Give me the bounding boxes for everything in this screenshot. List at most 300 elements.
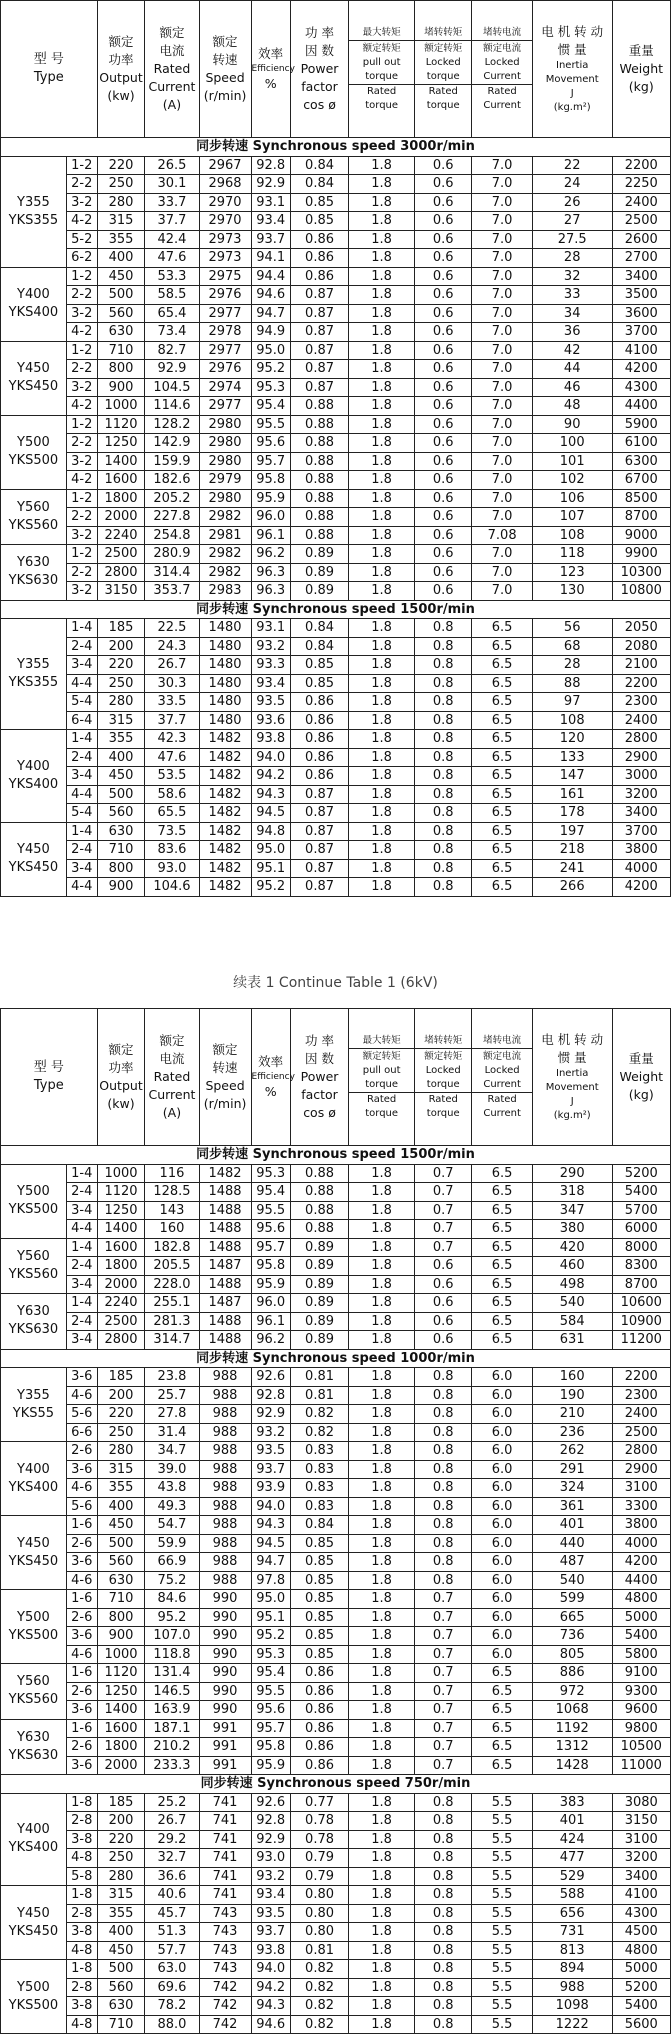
table-row [1, 1793, 671, 1812]
table-cell: 57.7 [145, 1941, 199, 1960]
model-cell [1, 1590, 67, 1664]
table-cell: 1.8 [349, 822, 415, 841]
table-cell: 93.7 [251, 230, 290, 249]
table-cell: 6.5 [472, 711, 533, 730]
table-cell: 2500 [612, 212, 670, 231]
table-cell: 7.0 [472, 304, 533, 323]
table-cell: 0.84 [290, 175, 348, 194]
table-cell: 93.2 [251, 1867, 290, 1886]
table-cell: 990 [199, 1664, 251, 1683]
table-cell: 0.6 [415, 341, 472, 360]
table-cell: 0.7 [415, 1645, 472, 1664]
table-cell: 95.7 [251, 1719, 290, 1738]
table-cell: 6.5 [472, 1201, 533, 1220]
table-cell: 1-2 [66, 489, 97, 508]
table-cell: 200 [97, 1386, 145, 1405]
table-cell: 500 [97, 286, 145, 305]
table-cell: 0.89 [290, 1275, 348, 1294]
table-cell: 314.4 [145, 563, 199, 582]
table-cell: 0.8 [415, 1923, 472, 1942]
table-cell: 710 [97, 341, 145, 360]
model-cell [1, 1294, 67, 1350]
table-cell: 5.5 [472, 2015, 533, 2034]
header-locked-current: 堵转电流 额定电流 Locked Current Rated Current [472, 1009, 533, 1146]
table-cell: 460 [532, 1257, 612, 1276]
table-cell: 94.3 [251, 785, 290, 804]
table-cell: 1.8 [349, 1312, 415, 1331]
table-cell: 3-2 [66, 452, 97, 471]
table-cell: 0.7 [415, 1608, 472, 1627]
model-cell [1, 730, 67, 823]
table-cell: 7.0 [472, 286, 533, 305]
table-cell: 4-2 [66, 212, 97, 231]
table-cell: 988 [199, 1516, 251, 1535]
table-cell: 560 [97, 1553, 145, 1572]
table-cell: 1.8 [349, 1386, 415, 1405]
table-cell: 0.89 [290, 1312, 348, 1331]
table-cell: 2983 [199, 582, 251, 601]
table-cell: 500 [97, 785, 145, 804]
table-cell: 95.8 [251, 1738, 290, 1757]
table-cell: 1.8 [349, 693, 415, 712]
table-cell: 1.8 [349, 526, 415, 545]
table-cell: 900 [97, 1627, 145, 1646]
section-row [1, 1146, 671, 1165]
table-cell: 0.6 [415, 156, 472, 175]
table-cell: 131.4 [145, 1664, 199, 1683]
table-cell: 146.5 [145, 1682, 199, 1701]
table-cell: 205.5 [145, 1257, 199, 1276]
table-cell: 6.5 [472, 1220, 533, 1239]
table-cell: 6.5 [472, 1257, 533, 1276]
table-cell: 0.6 [415, 1331, 472, 1350]
table-cell: 2-4 [66, 841, 97, 860]
table-cell: 7.0 [472, 175, 533, 194]
table-cell: 972 [532, 1682, 612, 1701]
table-cell: 0.84 [290, 156, 348, 175]
table-cell: 97 [532, 693, 612, 712]
table-cell: 220 [97, 1830, 145, 1849]
table-cell: 2973 [199, 249, 251, 268]
table-row [1, 859, 671, 878]
table-cell: 0.8 [415, 619, 472, 638]
table-cell: 1-2 [66, 415, 97, 434]
table-cell: 6100 [612, 434, 670, 453]
table-cell: 178 [532, 804, 612, 823]
model-name: Y450 [17, 842, 50, 857]
table-cell: 5400 [612, 1183, 670, 1202]
table-cell: 353.7 [145, 582, 199, 601]
table-cell: 2979 [199, 471, 251, 490]
table-cell: 2-4 [66, 1312, 97, 1331]
header-current: 额定 电流 Rated Current (A) [145, 1, 199, 138]
table-cell: 743 [199, 1923, 251, 1942]
table-cell: 24 [532, 175, 612, 194]
table-cell: 1.8 [349, 1590, 415, 1609]
table-cell: 0.85 [290, 1645, 348, 1664]
table-cell: 383 [532, 1793, 612, 1812]
table-row [1, 582, 671, 601]
table-cell: 1.8 [349, 1664, 415, 1683]
table-cell: 5.5 [472, 1867, 533, 1886]
table-cell: 37.7 [145, 212, 199, 231]
table-cell: 8500 [612, 489, 670, 508]
table-cell: 1.8 [349, 1904, 415, 1923]
table-cell: 315 [97, 711, 145, 730]
table-cell: 0.78 [290, 1812, 348, 1831]
section-row [1, 1775, 671, 1794]
table-cell: 3-2 [66, 526, 97, 545]
table-cell: 988 [532, 1978, 612, 1997]
table-body [1, 1146, 671, 2034]
table-cell: 2-4 [66, 637, 97, 656]
table-cell: 92.9 [251, 1830, 290, 1849]
model-name: Y355 [17, 1387, 50, 1403]
table-cell: 318 [532, 1183, 612, 1202]
table-cell: 1600 [97, 1719, 145, 1738]
table-cell: 0.8 [415, 730, 472, 749]
table-cell: 1.8 [349, 1997, 415, 2016]
table-cell: 1400 [97, 1701, 145, 1720]
table-cell: 7.0 [472, 452, 533, 471]
table-cell: 1-4 [66, 619, 97, 638]
table-cell: 93.3 [251, 656, 290, 675]
table-cell: 4-8 [66, 2015, 97, 2034]
table-cell: 5000 [612, 1960, 670, 1979]
table-cell: 185 [97, 1793, 145, 1812]
table-cell: 254.8 [145, 526, 199, 545]
table-cell: 5-4 [66, 693, 97, 712]
table-cell: 988 [199, 1460, 251, 1479]
table-cell: 988 [199, 1553, 251, 1572]
table-cell: 0.79 [290, 1849, 348, 1868]
table-cell: 0.88 [290, 415, 348, 434]
table-cell: 93.9 [251, 1479, 290, 1498]
table-cell: 2500 [97, 1312, 145, 1331]
table-cell: 1.8 [349, 360, 415, 379]
table-cell: 233.3 [145, 1756, 199, 1775]
header-weight: 重量 Weight (kg) [612, 1009, 670, 1146]
table-cell: 93.2 [251, 637, 290, 656]
table-cell: 0.88 [290, 471, 348, 490]
table-cell: 4000 [612, 859, 670, 878]
table-cell: 93.0 [251, 1849, 290, 1868]
table-cell: 6.5 [472, 841, 533, 860]
table-cell: 95.2 [251, 1627, 290, 1646]
table-cell: 6.0 [472, 1534, 533, 1553]
table-cell: 95.2 [145, 1608, 199, 1627]
table-cell: 1.8 [349, 841, 415, 860]
table-cell: 200 [97, 1812, 145, 1831]
table-row [1, 1497, 671, 1516]
table-cell: 1400 [97, 1220, 145, 1239]
table-cell: 743 [199, 1904, 251, 1923]
table-cell: 1192 [532, 1719, 612, 1738]
table-cell: 1482 [199, 767, 251, 786]
table-cell: 0.8 [415, 711, 472, 730]
table-cell: 1.8 [349, 156, 415, 175]
table-cell: 1.8 [349, 1571, 415, 1590]
table-cell: 92.9 [145, 360, 199, 379]
table-cell: 0.8 [415, 878, 472, 897]
table-cell: 291 [532, 1460, 612, 1479]
table-cell: 28 [532, 656, 612, 675]
table-cell: 900 [97, 378, 145, 397]
table-cell: 2978 [199, 323, 251, 342]
table-cell: 280 [97, 693, 145, 712]
table-cell: 1.8 [349, 1608, 415, 1627]
model-name: YKS630 [8, 1747, 59, 1763]
table-cell: 0.83 [290, 1460, 348, 1479]
table-cell: 0.8 [415, 1460, 472, 1479]
model-name: YKS450 [8, 1923, 59, 1939]
table-cell: 400 [97, 748, 145, 767]
table-row [1, 748, 671, 767]
table-cell: 2800 [612, 730, 670, 749]
table-cell: 0.8 [415, 1405, 472, 1424]
table-cell: 100 [532, 434, 612, 453]
table-cell: 218 [532, 841, 612, 860]
table-cell: 65.4 [145, 304, 199, 323]
table-row [1, 304, 671, 323]
table-cell: 88.0 [145, 2015, 199, 2034]
table-cell: 498 [532, 1275, 612, 1294]
model-name: YKS630 [8, 573, 59, 589]
table-cell: 4000 [612, 1534, 670, 1553]
section-row [1, 600, 671, 619]
table-cell: 266 [532, 878, 612, 897]
table-cell: 1.8 [349, 637, 415, 656]
table-cell: 2-6 [66, 1442, 97, 1461]
table-cell: 1600 [97, 471, 145, 490]
table-cell: 96.2 [251, 545, 290, 564]
table-cell: 93.7 [251, 1460, 290, 1479]
table-cell: 0.86 [290, 249, 348, 268]
table-cell: 281.3 [145, 1312, 199, 1331]
table-cell: 94.5 [251, 804, 290, 823]
table-cell: 0.86 [290, 1682, 348, 1701]
table-cell: 8700 [612, 1275, 670, 1294]
table-cell: 2-4 [66, 1183, 97, 1202]
table-cell: 1480 [199, 619, 251, 638]
table-cell: 6.5 [472, 619, 533, 638]
table-cell: 205.2 [145, 489, 199, 508]
table-cell: 0.8 [415, 1534, 472, 1553]
table-cell: 1.8 [349, 878, 415, 897]
table-cell: 0.6 [415, 286, 472, 305]
table-cell: 0.87 [290, 323, 348, 342]
table-row [1, 1701, 671, 1720]
table-cell: 0.82 [290, 1960, 348, 1979]
model-cell [1, 489, 67, 545]
table-cell: 96.2 [251, 1331, 290, 1350]
table-cell: 93.0 [145, 859, 199, 878]
table-cell: 0.86 [290, 1719, 348, 1738]
table-cell: 63.0 [145, 1960, 199, 1979]
table-cell: 0.85 [290, 674, 348, 693]
table-cell: 900 [97, 878, 145, 897]
table-cell: 10500 [612, 1738, 670, 1757]
table-cell: 280.9 [145, 545, 199, 564]
table-cell: 1-6 [66, 1719, 97, 1738]
table-cell: 6.5 [472, 656, 533, 675]
model-name: Y500 [17, 435, 50, 450]
table-cell: 9000 [612, 526, 670, 545]
table-cell: 630 [97, 1997, 145, 2016]
table-row [1, 1960, 671, 1979]
table-cell: 990 [199, 1682, 251, 1701]
table-cell: 2968 [199, 175, 251, 194]
section-title: 同步转速 Synchronous speed 1000r/min [1, 1349, 671, 1368]
table-cell: 7.0 [472, 230, 533, 249]
table-cell: 1-4 [66, 822, 97, 841]
table-cell: 5600 [612, 2015, 670, 2034]
table-cell: 1.8 [349, 1479, 415, 1498]
table-cell: 1.8 [349, 415, 415, 434]
table-cell: 36.6 [145, 1867, 199, 1886]
table-cell: 0.87 [290, 785, 348, 804]
model-cell [1, 156, 67, 267]
table-cell: 142.9 [145, 434, 199, 453]
table-cell: 255.1 [145, 1294, 199, 1313]
table-cell: 6.5 [472, 859, 533, 878]
table-cell: 6.5 [472, 693, 533, 712]
table-cell: 991 [199, 1738, 251, 1757]
header-output: 额定 功率 Output (kw) [97, 1009, 145, 1146]
table-cell: 1488 [199, 1275, 251, 1294]
table-cell: 1.8 [349, 1442, 415, 1461]
table-cell: 118.8 [145, 1645, 199, 1664]
table-cell: 0.85 [290, 1590, 348, 1609]
table-row [1, 526, 671, 545]
table-cell: 0.6 [415, 267, 472, 286]
table-cell: 988 [199, 1442, 251, 1461]
table-cell: 1-2 [66, 156, 97, 175]
table-cell: 92.8 [251, 1812, 290, 1831]
table-cell: 0.8 [415, 656, 472, 675]
table-cell: 95.5 [251, 1682, 290, 1701]
table-cell: 0.82 [290, 1978, 348, 1997]
table-cell: 584 [532, 1312, 612, 1331]
table-cell: 46 [532, 378, 612, 397]
table-row [1, 1590, 671, 1609]
table-cell: 6.0 [472, 1608, 533, 1627]
table-cell: 5.5 [472, 1997, 533, 2016]
table-cell: 2600 [612, 230, 670, 249]
table-cell: 3150 [97, 582, 145, 601]
table-cell: 2700 [612, 249, 670, 268]
table-cell: 0.7 [415, 1664, 472, 1683]
table-row [1, 1238, 671, 1257]
table-cell: 1.8 [349, 489, 415, 508]
table-cell: 106 [532, 489, 612, 508]
table-cell: 6.5 [472, 637, 533, 656]
table-cell: 104.6 [145, 878, 199, 897]
table-cell: 128.5 [145, 1183, 199, 1202]
table-cell: 1.8 [349, 1978, 415, 1997]
table-cell: 5400 [612, 1627, 670, 1646]
table-cell: 2-8 [66, 1904, 97, 1923]
table-cell: 10900 [612, 1312, 670, 1331]
header-power-factor: 功 率 因 数 Power factor cos ø [290, 1, 348, 138]
table-row [1, 378, 671, 397]
model-name: YKS355 [8, 212, 59, 228]
table-cell: 0.6 [415, 415, 472, 434]
table-cell: 108 [532, 711, 612, 730]
table-cell: 0.84 [290, 1516, 348, 1535]
table-cell: 7.0 [472, 360, 533, 379]
table-row [1, 1553, 671, 1572]
table-cell: 0.8 [415, 1960, 472, 1979]
model-name: YKS450 [8, 1553, 59, 1569]
table-cell: 0.80 [290, 1904, 348, 1923]
table-cell: 1.8 [349, 748, 415, 767]
table-cell: 1.8 [349, 397, 415, 416]
table-cell: 1-8 [66, 1886, 97, 1905]
table-row [1, 397, 671, 416]
table-cell: 4200 [612, 360, 670, 379]
table-cell: 6.5 [472, 1275, 533, 1294]
table-cell: 1.8 [349, 1368, 415, 1387]
table-cell: 3-2 [66, 378, 97, 397]
table-cell: 743 [199, 1941, 251, 1960]
table-cell: 2800 [97, 1331, 145, 1350]
table-cell: 1.8 [349, 175, 415, 194]
table-cell: 92.8 [251, 1386, 290, 1405]
table-cell: 56 [532, 619, 612, 638]
table-cell: 0.89 [290, 1331, 348, 1350]
table-cell: 401 [532, 1516, 612, 1535]
table-cell: 3100 [612, 1830, 670, 1849]
table-cell: 10600 [612, 1294, 670, 1313]
model-name: YKS450 [8, 860, 59, 875]
table-cell: 69.6 [145, 1978, 199, 1997]
header-type: 型 号 Type [1, 1009, 98, 1146]
table-cell: 0.77 [290, 1793, 348, 1812]
table-cell: 0.7 [415, 1220, 472, 1239]
table-cell: 3-2 [66, 193, 97, 212]
table-cell: 36 [532, 323, 612, 342]
table-cell: 1800 [97, 1257, 145, 1276]
table-cell: 0.85 [290, 193, 348, 212]
table-cell: 4-8 [66, 1849, 97, 1868]
table-cell: 3-2 [66, 582, 97, 601]
table-cell: 0.83 [290, 1497, 348, 1516]
table-cell: 990 [199, 1590, 251, 1609]
table-cell: 0.6 [415, 452, 472, 471]
table-cell: 0.82 [290, 1423, 348, 1442]
table-cell: 94.0 [251, 748, 290, 767]
table-row [1, 563, 671, 582]
table-cell: 2-2 [66, 286, 97, 305]
table-cell: 0.6 [415, 1257, 472, 1276]
table-cell: 2-6 [66, 1738, 97, 1757]
table-cell: 92.6 [251, 1368, 290, 1387]
header-pullout-torque: 最大转矩 额定转矩 pull out torque Rated torque [349, 1009, 415, 1146]
table-row [1, 674, 671, 693]
model-name: Y500 [17, 1979, 50, 1995]
table-cell: 1480 [199, 711, 251, 730]
table-cell: 315 [97, 212, 145, 231]
table-cell: 49.3 [145, 1497, 199, 1516]
table-cell: 8700 [612, 508, 670, 527]
table-cell: 51.3 [145, 1923, 199, 1942]
table-cell: 4-8 [66, 1941, 97, 1960]
table-row [1, 1978, 671, 1997]
table-cell: 1000 [97, 1645, 145, 1664]
table-cell: 0.8 [415, 1812, 472, 1831]
table-cell: 487 [532, 1553, 612, 1572]
